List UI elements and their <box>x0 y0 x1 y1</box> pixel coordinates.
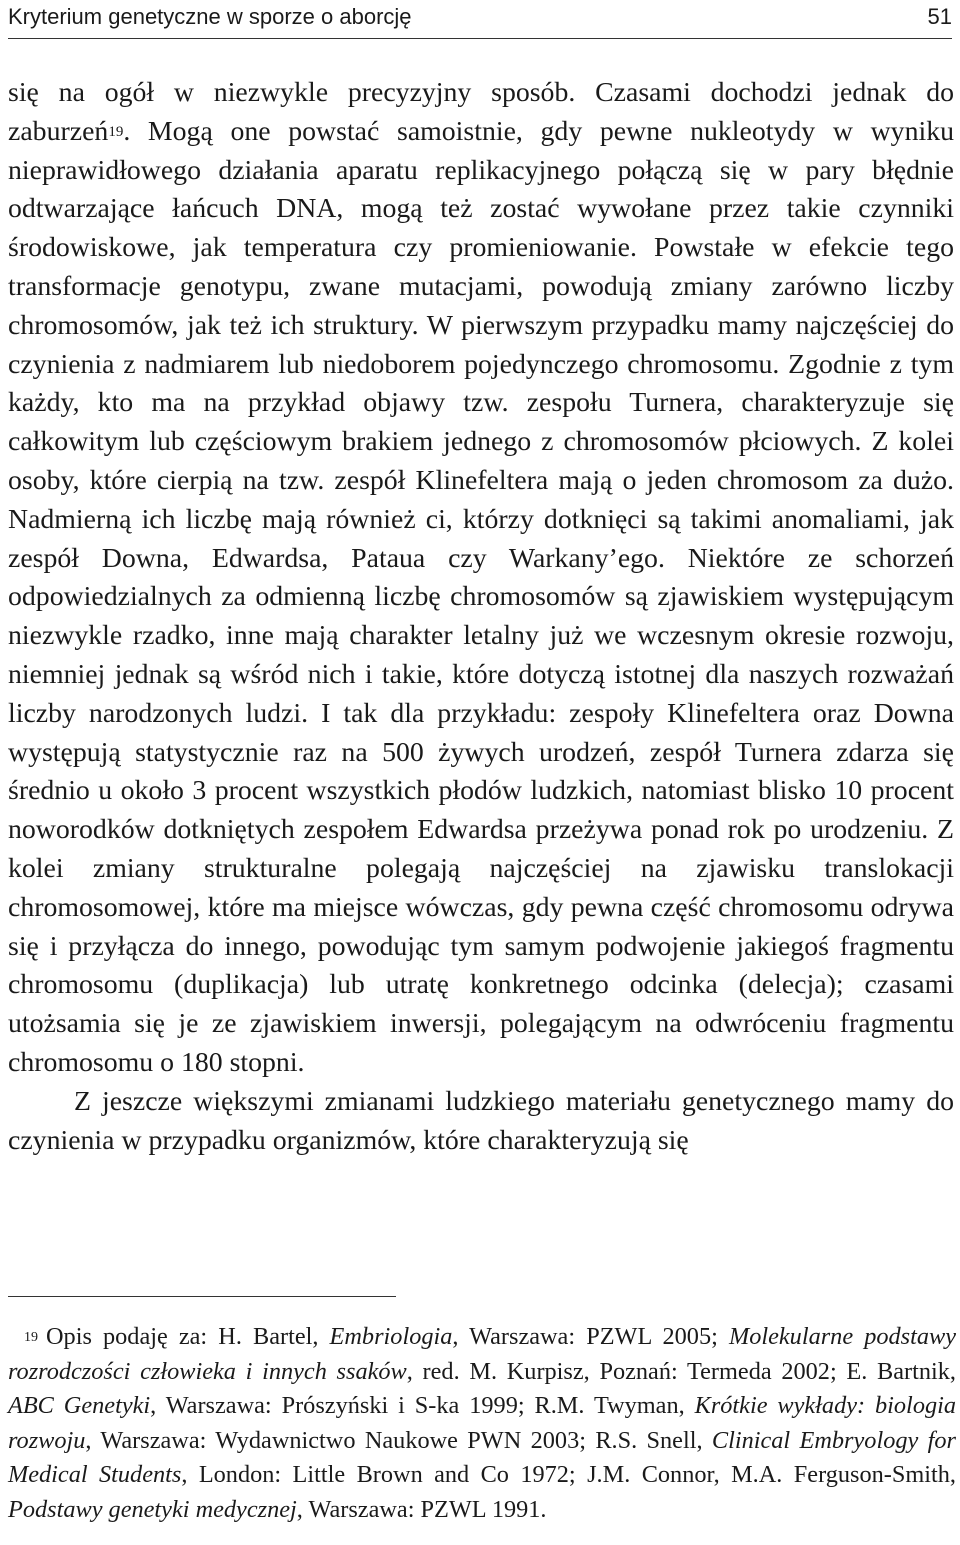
book-title: ABC Genetyki <box>8 1392 151 1419</box>
footnote-divider <box>8 1296 396 1297</box>
paragraph <box>8 74 954 1083</box>
book-title: Clinical Embryology for Medical Students <box>8 1426 956 1488</box>
page-header <box>8 0 952 39</box>
footnote-segment: , Warszawa: Prószyński i S-ka 1999; R.M. Twyman, <box>150 1392 695 1419</box>
running-title: Kryterium genetyczne w sporze o aborcję <box>8 4 412 29</box>
paragraph-text: Z jeszcze większymi zmianami ludzkiego materiału genetycznego mamy do czynienia w przypadku organizmów, które charakteryzują się <box>8 1085 954 1156</box>
footnote-segment: , Warszawa: Wydawnictwo Naukowe PWN 2003; R.S. Snell, <box>85 1426 712 1454</box>
book-title: Krótkie wykłady: biologia rozwoju <box>8 1392 957 1454</box>
footnote-segment: , Warszawa: PZWL 2005; <box>452 1323 729 1350</box>
footnote-segment: , London: Little Brown and Co 1972; J.M. Connor, M.A. Ferguson-Smith, <box>181 1461 957 1488</box>
paragraph <box>8 1083 954 1161</box>
book-title: Molekularne podstawy rozrodczości człowieka i innych ssaków <box>8 1323 956 1385</box>
footnote-text <box>8 1320 956 1527</box>
paragraph-text: się na ogół w niezwykle precyzyjny sposób. Czasami dochodzi jednak do zaburzeń <box>8 77 954 147</box>
body-text <box>8 74 954 1160</box>
footnote-number: 19 <box>24 1330 38 1345</box>
footnote-reference[interactable]: 19 <box>108 123 124 140</box>
paragraph-text: . Mogą one powstać samoistnie, gdy pewne nukleotydy w wyniku nieprawidłowego działania aparatu replikacyjnego połączą się w pary błędnie odtwarzające łańcuch DNA, mogą też zostać wywołane przez takie czynniki środowiskowe, jak temperatura czy promieniowanie. Powstałe w efekcie tego transformacje genotypu, zwane mutacjami, powodują zmiany zarówno liczby chromosomów, jak też ich struktury. W pierwszym przypadku mamy najczęściej do czynienia z nadmiarem lub niedoborem pojedynczego chromosomu. Zgodnie z tym każdy, kto ma na przykład objawy tzw. zespołu Turnera, charakteryzuje się całkowitym lub częściowym brakiem jednego z chromosomów płciowych. Z kolei osoby, które cierpią na tzw. zespół Klinefeltera mają o jeden chromosom za dużo. Nadmierną ich liczbę mają również ci, którzy dotknięci są takimi anomaliami, jak zespół Downa, Edwardsa, Pataua czy Warkany’ego. Niektóre ze schorzeń odpowiedzialnych za odmienną liczbę chromosomów są zjawiskiem występującym niezwykle rzadko, inne mają charakter letalny już we wczesnym okresie rozwoju, niemniej jednak są wśród nich i takie, które dotyczą istotnej dla naszych rozważań liczby narodzonych ludzi. I tak dla przykładu: zespoły Klinefeltera oraz Downa występują statystycznie raz na 500 żywych urodzeń, zespół Turnera zdarza się średnio u około 3 procent wszystkich płodów ludzkich, natomiast blisko 10 procent noworodków dotkniętych zespołem Edwardsa przeżywa ponad rok po urodzeniu. Z kolei zmiany strukturalne polegają najczęściej na zjawisku translokacji chromosomowej, które ma miejsce wówczas, gdy pewna część chromosomu odrywa się i przyłącza do innego, powodując tym samym podwojenie jakiegoś fragmentu chromosomu (duplikacja) lub utratę konkretnego odcinka (delecja); czasami utożsamia się je ze zjawiskiem inwersji, polegającym na odwróceniu fragmentu chromosomu o 180 stopni. <box>8 115 954 1078</box>
book-title: Embriologia <box>329 1323 453 1350</box>
footnote <box>8 1320 956 1527</box>
footnote-segment: , Warszawa: PZWL 1991. <box>296 1495 547 1523</box>
book-title: Podstawy genetyki medycznej <box>8 1495 297 1523</box>
page-number: 51 <box>927 4 952 29</box>
footnote-segment: Opis podaję za: H. Bartel, <box>46 1323 330 1350</box>
footnote-segment: , red. M. Kurpisz, Poznań: Termeda 2002; E. Bartnik, <box>406 1357 956 1385</box>
